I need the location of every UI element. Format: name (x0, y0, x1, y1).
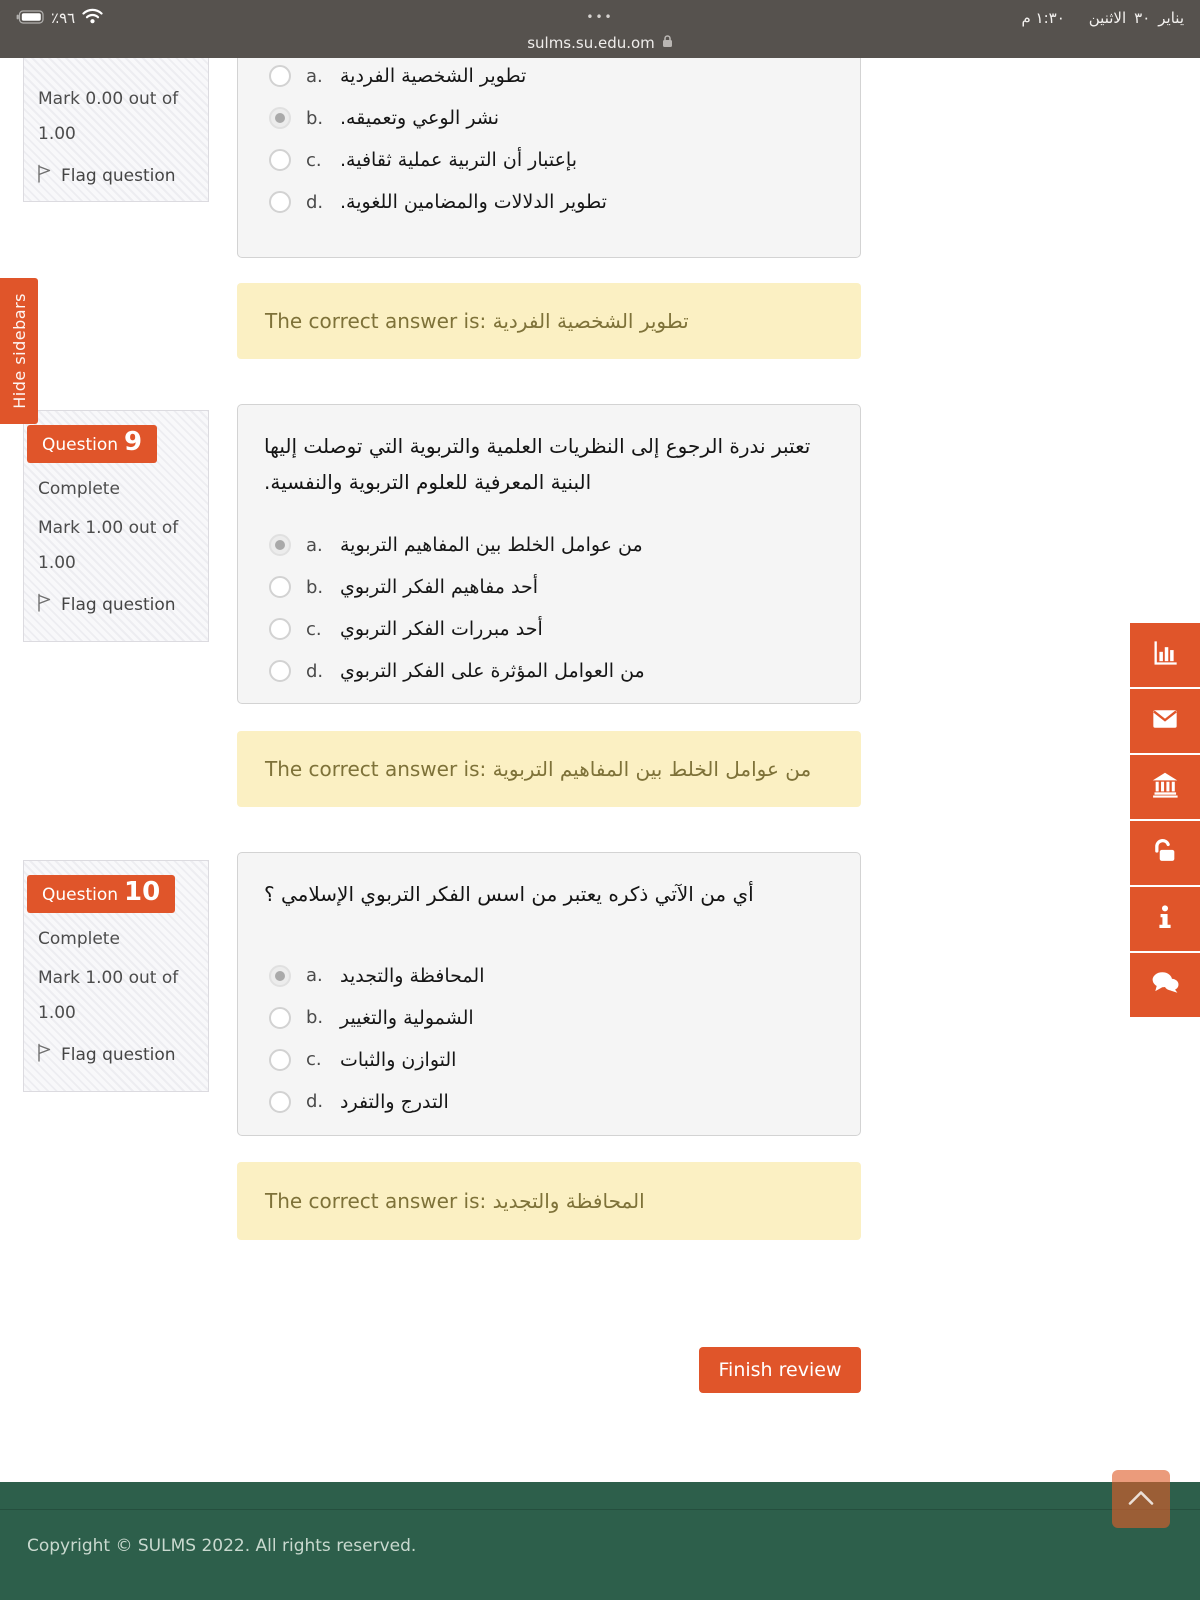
status-date-weekday: الاثنين (1088, 9, 1127, 27)
question10-box (237, 852, 861, 1136)
question-number-header (27, 875, 175, 913)
url-text[interactable]: sulms.su.edu.om (527, 34, 655, 52)
radio-button[interactable] (269, 149, 291, 171)
copyright-text: Copyright © SULMS 2022. All rights reserved. (27, 1536, 417, 1556)
question-word: Question (42, 435, 119, 455)
radio-button[interactable] (269, 660, 291, 682)
option-letter: c. (306, 618, 322, 640)
radio-button[interactable] (269, 534, 291, 556)
radio-button[interactable] (269, 65, 291, 87)
question-number-header (27, 425, 157, 463)
option-letter: c. (306, 1049, 322, 1071)
question-word: Question (42, 885, 119, 905)
radio-button[interactable] (269, 1007, 291, 1029)
hide-sidebars-label: Hide sidebars (9, 293, 29, 409)
question-mark-text: Mark 1.00 out of 1.00 (38, 518, 179, 573)
option-letter: d. (306, 1091, 324, 1113)
finish-review-button[interactable]: Finish review (699, 1347, 861, 1393)
status-date-day: ٣٠ (1134, 9, 1151, 27)
hide-sidebars-tab[interactable] (0, 278, 38, 424)
info-button[interactable] (1130, 887, 1200, 951)
answer-option[interactable] (264, 566, 834, 608)
question-mark-text: Mark 0.00 out of 1.00 (38, 89, 179, 144)
answer-option[interactable] (264, 1039, 834, 1081)
option-letter: b. (306, 1007, 324, 1029)
answer-option[interactable] (238, 97, 860, 139)
option-letter: b. (306, 576, 324, 598)
feedback-text: The correct answer is: المحافظة والتجديد (265, 1189, 645, 1213)
option-text: بإعتبار أن التربية عملية ثقافية. (340, 149, 577, 171)
info-icon (1151, 903, 1179, 935)
answer-option[interactable] (264, 650, 834, 692)
footer-divider (0, 1482, 1200, 1510)
option-text: الشمولية والتغيير (340, 1006, 474, 1029)
option-text: تطوير الشخصية الفردية (340, 65, 527, 87)
option-letter: d. (306, 660, 324, 682)
feedback-text: The correct answer is: من عوامل الخلط بين المفاهيم التربوية (265, 757, 812, 781)
correct-answer-feedback (237, 283, 861, 359)
flag-question-label: Flag question (61, 594, 176, 615)
chevron-up-icon (1127, 1489, 1155, 1509)
option-letter: b. (306, 107, 324, 129)
flag-question-button[interactable] (36, 593, 208, 617)
flag-question-label: Flag question (61, 1044, 176, 1065)
question-text: أي من الآتي ذكره يعتبر من اسس الفكر التربوي الإسلامي ؟ (264, 882, 754, 906)
radio-button[interactable] (269, 1049, 291, 1071)
option-text: أحد مبررات الفكر التربوي (340, 618, 543, 641)
radio-button[interactable] (269, 107, 291, 129)
bank-icon (1151, 771, 1179, 803)
radio-button[interactable] (269, 191, 291, 213)
status-date-month: يناير (1158, 9, 1184, 27)
option-letter: c. (306, 149, 322, 171)
ipad-status-bar (0, 0, 1200, 58)
bar-chart-icon (1151, 639, 1179, 671)
answer-option[interactable] (264, 1081, 834, 1123)
question10-info-box (23, 860, 209, 1092)
flag-icon (36, 593, 52, 617)
question8-answer-box (237, 40, 861, 258)
option-text: التدرج والتفرد (340, 1090, 449, 1113)
lock-icon (662, 34, 673, 52)
statistics-button[interactable] (1130, 623, 1200, 687)
question-status: Complete (38, 929, 120, 949)
option-text: تطوير الدلالات والمضامين اللغوية. (340, 191, 607, 213)
unlock-icon (1151, 837, 1179, 869)
back-to-top-button[interactable] (1112, 1470, 1170, 1528)
radio-button[interactable] (269, 618, 291, 640)
browser-menu-dots[interactable]: ••• (586, 10, 614, 24)
page-footer (0, 1482, 1200, 1600)
option-text: التوازن والثبات (340, 1048, 457, 1071)
option-letter: a. (306, 965, 323, 987)
quick-links-toolbar (1130, 623, 1200, 1019)
status-time: ١:٣٠ م (1021, 9, 1065, 27)
flag-question-button[interactable] (36, 164, 208, 188)
radio-button[interactable] (269, 965, 291, 987)
option-text: نشر الوعي وتعميقه. (340, 107, 500, 129)
question-mark-text: Mark 1.00 out of 1.00 (38, 968, 179, 1023)
option-text: أحد مفاهيم الفكر التربوي (340, 576, 539, 599)
feedback-text: The correct answer is: تطوير الشخصية الفردية (265, 309, 689, 333)
answer-option[interactable] (238, 55, 860, 97)
comments-button[interactable] (1130, 953, 1200, 1017)
option-letter: a. (306, 65, 323, 87)
question8-info-box (23, 50, 209, 202)
address-bar[interactable] (0, 30, 1200, 56)
battery-percent: ٪٩٦ (51, 9, 76, 27)
unlock-button[interactable] (1130, 821, 1200, 885)
radio-button[interactable] (269, 1091, 291, 1113)
correct-answer-feedback (237, 731, 861, 807)
answer-option[interactable] (264, 955, 834, 997)
question-number: 9 (124, 427, 143, 457)
flag-icon (36, 1043, 52, 1067)
answer-option[interactable] (238, 139, 860, 181)
answer-option[interactable] (264, 524, 834, 566)
answer-option[interactable] (264, 608, 834, 650)
answer-option[interactable] (264, 997, 834, 1039)
option-text: المحافظة والتجديد (340, 964, 485, 987)
radio-button[interactable] (269, 576, 291, 598)
question-status: Complete (38, 479, 120, 499)
option-text: من العوامل المؤثرة على الفكر التربوي (340, 660, 645, 683)
option-letter: a. (306, 534, 323, 556)
institution-button[interactable] (1130, 755, 1200, 819)
answer-option[interactable] (238, 181, 860, 223)
question-number: 10 (124, 877, 161, 907)
question-text: تعتبر ندرة الرجوع إلى النظريات العلمية والتربوية التي توصلت إليها البنية المعرفية للعلوم التربوية والنفسية. (264, 434, 811, 494)
option-letter: d. (306, 191, 324, 213)
flag-icon (36, 164, 52, 188)
comments-icon (1151, 969, 1179, 1001)
question9-info-box (23, 410, 209, 642)
messages-button[interactable] (1130, 689, 1200, 753)
envelope-icon (1151, 705, 1179, 737)
option-text: من عوامل الخلط بين المفاهيم التربوية (340, 534, 643, 557)
correct-answer-feedback (237, 1162, 861, 1240)
question9-box (237, 404, 861, 704)
flag-question-label: Flag question (61, 165, 176, 186)
flag-question-button[interactable] (36, 1043, 208, 1067)
